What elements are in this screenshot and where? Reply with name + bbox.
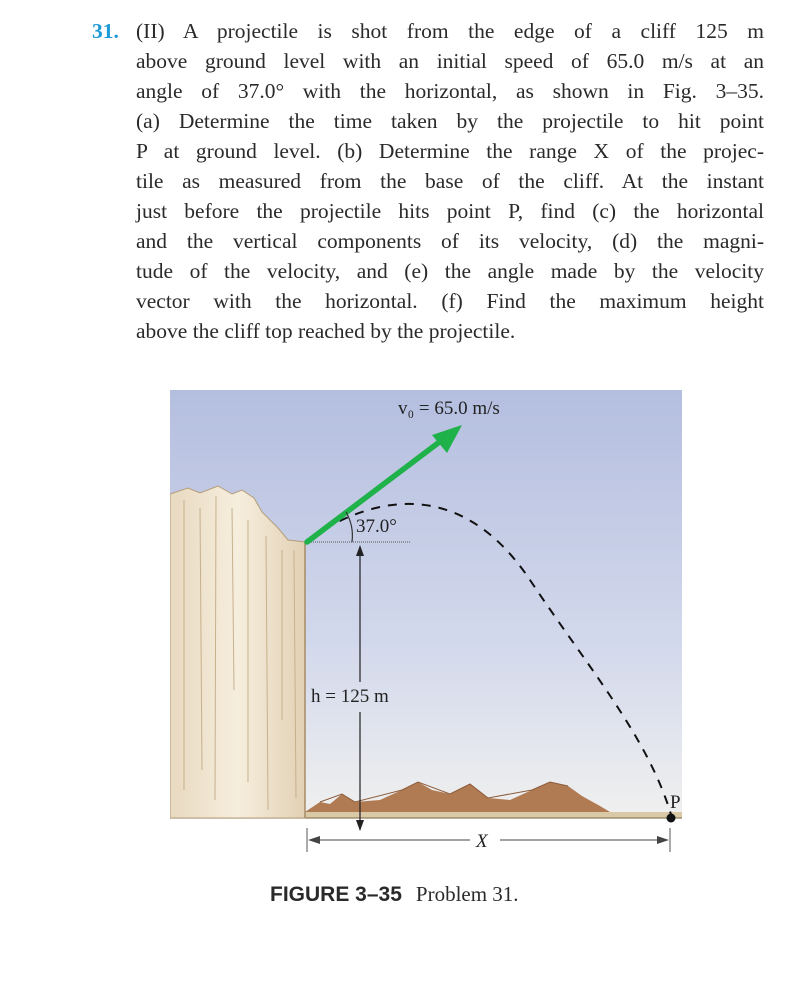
problem-line: above ground level with an initial speed of 65.0 m/s at an — [136, 49, 764, 73]
projectile-figure — [170, 390, 682, 860]
problem-line: tile as measured from the base of the cliff. At the instant — [136, 169, 764, 193]
problem-line: (a) Determine the time taken by the projectile to hit point — [136, 109, 764, 133]
ground-area — [170, 812, 682, 860]
problem-number: 31. — [92, 19, 119, 43]
figure-caption — [270, 880, 670, 909]
height-label: h = 125 m — [311, 686, 389, 707]
cliff — [170, 486, 305, 818]
point-p-label: P — [670, 792, 681, 813]
problem-line: (II) A projectile is shot from the edge of a cliff 125 m — [136, 19, 764, 43]
angle-label: 37.0° — [356, 516, 397, 537]
point-p-marker — [667, 814, 676, 823]
problem-line: angle of 37.0° with the horizontal, as shown in Fig. 3–35. — [136, 79, 764, 103]
caption-label: FIGURE 3–35 — [270, 883, 402, 906]
problem-line: tude of the velocity, and (e) the angle made by the velocity — [136, 259, 764, 283]
range-label: X — [476, 831, 488, 852]
problem-line: vector with the horizontal. (f) Find the maximum height — [136, 289, 764, 313]
caption-text: Problem 31. — [415, 882, 519, 906]
velocity-label: v₀ = 65.0 m/s — [398, 398, 500, 419]
problem-line: and the vertical components of its velocity, (d) the magni- — [136, 229, 764, 253]
problem-line: above the cliff top reached by the projectile. — [136, 319, 516, 343]
problem-line: just before the projectile hits point P, find (c) the horizontal — [136, 199, 764, 223]
problem-line: P at ground level. (b) Determine the range X of the projec- — [136, 139, 764, 163]
figure-diagram — [170, 390, 682, 860]
